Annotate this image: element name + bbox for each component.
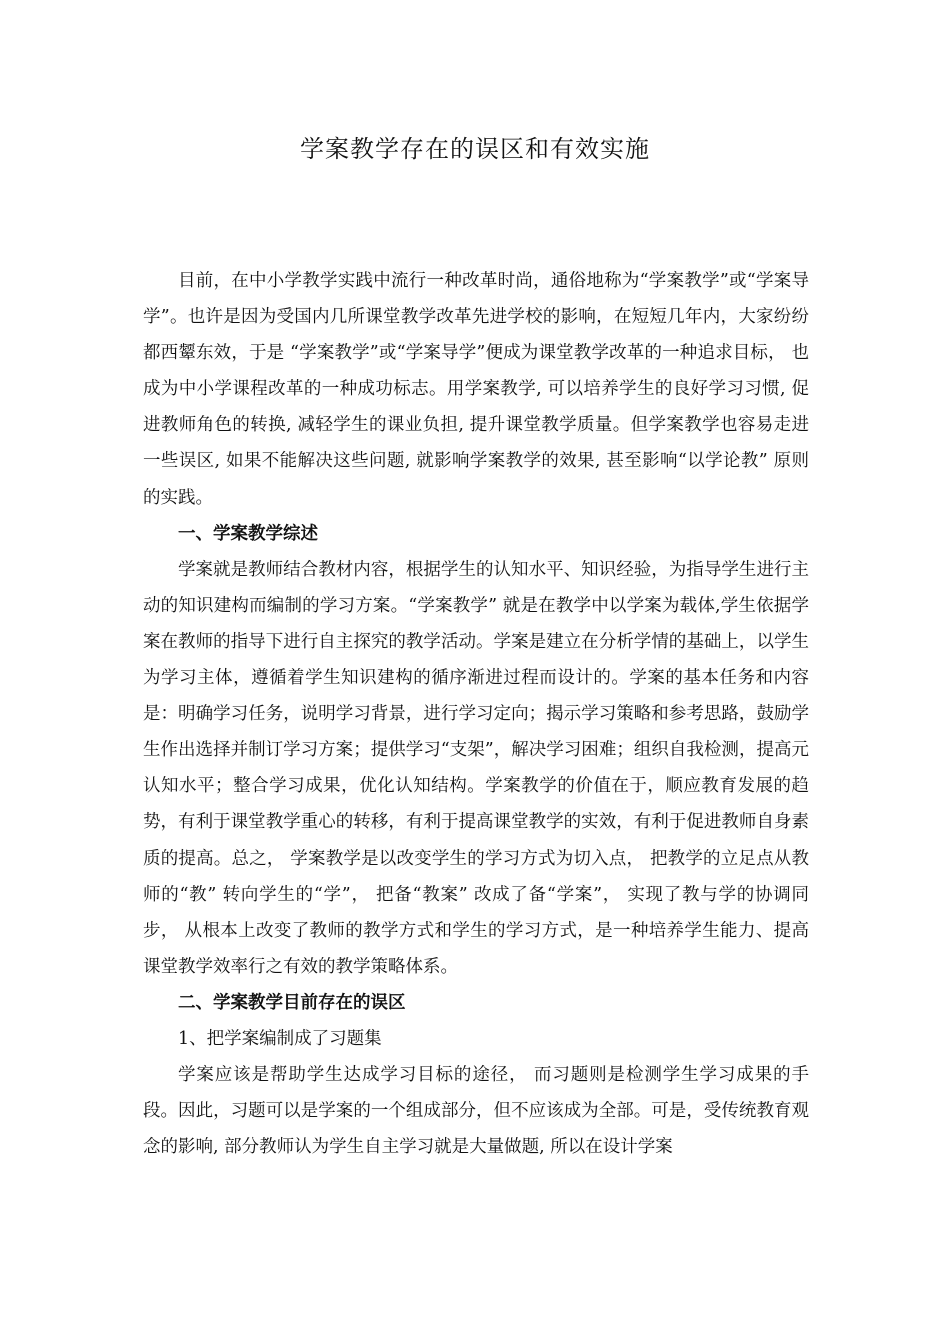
- section-heading-1: 一、学案教学综述: [178, 523, 318, 544]
- document-title: 学案教学存在的误区和有效实施: [300, 135, 650, 163]
- paragraph-exercise: 学案应该是帮助学生达成学习目标的途径， 而习题则是检测学生学习成果的手段。因此，习题可以是学案的一个组成部分，但不应该成为全部。可是，受传统教育观念的影响, 部分教师认为学生自主学习就是大量做题, 所以在设计学案: [143, 1065, 809, 1158]
- document-body: [143, 263, 809, 1165]
- paragraph-intro: 目前，在中小学教学实践中流行一种改革时尚，通俗地称为“学案教学”或“学案导学”。也许是因为受国内几所课堂教学改革先进学校的影响，在短短几年内，大家纷纷都西颦东效，于是 “学案教学”或“学案导学”便成为课堂教学改革的一种追求目标， 也成为中小学课程改革的一种成功标志。用学案教学, 可以培养学生的良好学习习惯, 促进教师角色的转换, 减轻学生的课业负担, 提升课堂教学质量。但学案教学也容易走进一些误区, 如果不能解决这些问题, 就影响学案教学的效果, 甚至影响“以学论教” 原则的实践。: [143, 271, 809, 508]
- section-heading-2: 二、学案教学目前存在的误区: [178, 992, 406, 1013]
- subsection-heading-1: 1、把学案编制成了习题集: [178, 1028, 382, 1049]
- paragraph-overview: 学案就是教师结合教材内容，根据学生的认知水平、知识经验，为指导学生进行主动的知识建构而编制的学习方案。“学案教学” 就是在教学中以学案为载体,学生依据学案在教师的指导下进行自主探究的教学活动。学案是建立在分析学情的基础上，以学生为学习主体，遵循着学生知识建构的循序渐进过程而设计的。学案的基本任务和内容是：明确学习任务，说明学习背景，进行学习定向；揭示学习策略和参考思路，鼓励学生作出选择并制订学习方案；提供学习“支架”，解决学习困难；组织自我检测，提高元认知水平；整合学习成果，优化认知结构。学案教学的价值在于，顺应教育发展的趋势，有利于课堂教学重心的转移，有利于提高课堂教学的实效，有利于促进教师自身素质的提高。总之， 学案教学是以改变学生的学习方式为切入点， 把教学的立足点从教师的“教” 转向学生的“学”， 把备“教案” 改成了备“学案”， 实现了教与学的协调同步， 从根本上改变了教师的教学方式和学生的学习方式，是一种培养学生能力、提高课堂教学效率行之有效的教学策略体系。: [143, 559, 809, 977]
